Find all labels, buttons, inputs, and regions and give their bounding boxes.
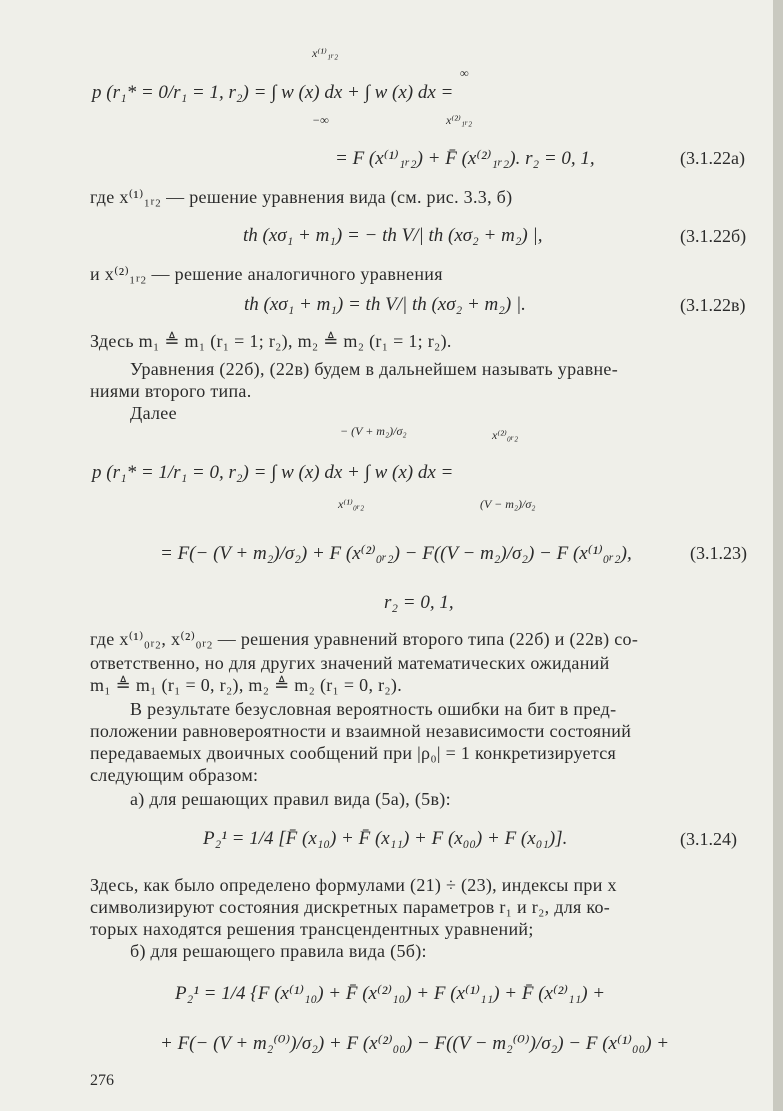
equation-23-line2: = F(− (V + m₂)/σ₂) + F (x⁽²⁾₀ᵣ₂) − F((V − m₂)/σ₂) − F (x⁽¹⁾₀ᵣ₂),: [160, 543, 632, 564]
equation-22b: th (xσ₁ + m₁) = − th V/| th (xσ₂ + m₂) |,: [243, 225, 543, 246]
paragraph-text: В результате безусловная вероятность ошибки на бит в пред-: [130, 699, 617, 719]
integral-lower-limit: (V − m₂)/σ₂: [480, 497, 536, 511]
equation-number: (3.1.22в): [680, 295, 746, 315]
equation-number: (3.1.24): [680, 829, 737, 849]
integral-upper-limit: x⁽¹⁾₁ᵣ₂: [312, 46, 339, 60]
paragraph-text: и x⁽²⁾₁ᵣ₂ — решение аналогичного уравнения: [90, 264, 443, 284]
paragraph-text: передаваемых двоичных сообщений при |ρ₀| = 1 конкретизируется: [90, 743, 617, 763]
integral-lower-limit: −∞: [312, 113, 329, 127]
paragraph-text: положении равновероятности и взаимной независимости состояний: [90, 721, 632, 741]
integral-lower-limit: x⁽¹⁾₀ᵣ₂: [338, 497, 365, 511]
paragraph-text: где x⁽¹⁾₁ᵣ₂ — решение уравнения вида (см. рис. 3.3, б): [90, 187, 513, 207]
paragraph-text: символизируют состояния дискретных параметров r₁ и r₂, для ко-: [90, 897, 611, 917]
equation-24: P₂¹ = 1/4 [F̄ (x₁₀) + F̄ (x₁₁) + F (x₀₀) + F (x₀₁)].: [203, 828, 568, 849]
integral-upper-limit: ∞: [460, 66, 469, 80]
paragraph-text: Здесь, как было определено формулами (21) ÷ (23), индексы при x: [90, 875, 617, 895]
paragraph-text: б) для решающего правила вида (5б):: [130, 941, 427, 961]
equation-23-line1: p (r₁* = 1/r₁ = 0, r₂) = ∫ w (x) dx + ∫ w (x) dx =: [92, 462, 454, 483]
equation-22a-line1: p (r₁* = 0/r₁ = 1, r₂) = ∫ w (x) dx + ∫ w (x) dx =: [92, 82, 454, 103]
paragraph-text: ответственно, но для других значений математических ожиданий: [90, 653, 610, 673]
equation-22v: th (xσ₁ + m₁) = th V/| th (xσ₂ + m₂) |.: [244, 294, 526, 315]
paragraph-text: Здесь m₁ ≜ m₁ (r₁ = 1; r₂), m₂ ≜ m₂ (r₁ = 1; r₂).: [90, 331, 452, 351]
paragraph-text: где x⁽¹⁾₀ᵣ₂, x⁽²⁾₀ᵣ₂ — решения уравнений второго типа (22б) и (22в) со-: [90, 629, 639, 649]
paragraph-text: следующим образом:: [90, 765, 259, 785]
equation-final-line2: + F(− (V + m₂⁽⁰⁾)/σ₂) + F (x⁽²⁾₀₀) − F((V − m₂⁽⁰⁾)/σ₂) − F (x⁽¹⁾₀₀) +: [160, 1033, 670, 1054]
integral-upper-limit: x⁽²⁾₀ᵣ₂: [492, 428, 519, 442]
page-edge-shadow: [773, 0, 783, 1111]
equation-23-line3: r₂ = 0, 1,: [384, 592, 454, 613]
integral-lower-limit: x⁽²⁾₁ᵣ₂: [446, 113, 473, 127]
paragraph-text: ниями второго типа.: [90, 381, 252, 401]
equation-number: (3.1.23): [690, 543, 747, 563]
integral-upper-limit: − (V + m₂)/σ₂: [340, 424, 407, 438]
paragraph-text: торых находятся решения трансцендентных уравнений;: [90, 919, 534, 939]
page-number: 276: [90, 1072, 114, 1089]
equation-number: (3.1.22а): [680, 148, 745, 168]
paragraph-text: Далее: [130, 403, 177, 423]
equation-number: (3.1.22б): [680, 226, 747, 246]
paragraph-text: m₁ ≜ m₁ (r₁ = 0, r₂), m₂ ≜ m₂ (r₁ = 0, r₂).: [90, 675, 403, 695]
equation-final-line1: P₂¹ = 1/4 {F (x⁽¹⁾₁₀) + F̄ (x⁽²⁾₁₀) + F (x⁽¹⁾₁₁) + F̄ (x⁽²⁾₁₁) +: [175, 983, 606, 1004]
paragraph-text: Уравнения (22б), (22в) будем в дальнейшем называть уравне-: [130, 359, 619, 379]
equation-22a-line2: = F (x⁽¹⁾₁ᵣ₂) + F̄ (x⁽²⁾₁ᵣ₂). r₂ = 0, 1,: [335, 148, 595, 169]
paragraph-text: а) для решающих правил вида (5а), (5в):: [130, 789, 451, 809]
